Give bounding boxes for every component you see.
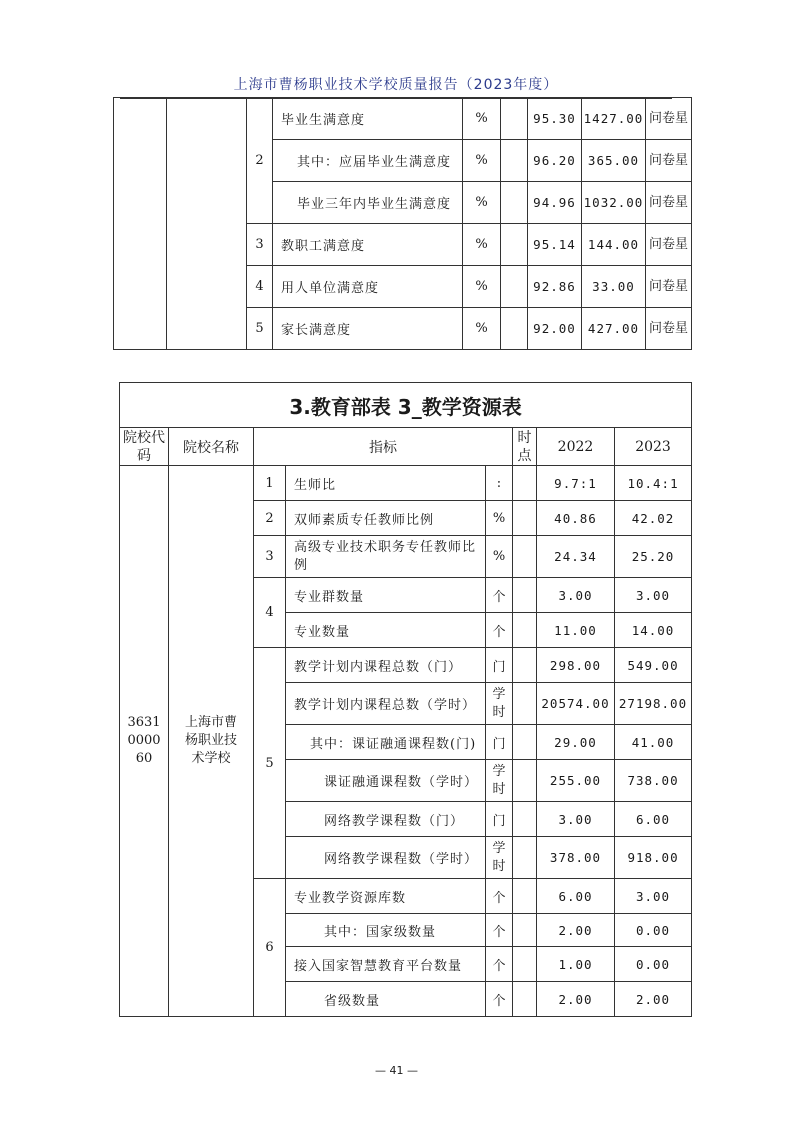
unit-cell: 个 [486, 879, 513, 914]
value-2023: 549.00 [615, 648, 692, 683]
source-cell: 问卷星 [646, 308, 692, 350]
header-row [120, 428, 692, 466]
unit-cell: : [486, 466, 513, 501]
value-2023: 14.00 [615, 613, 692, 648]
indicator-cell: 课证融通课程数（学时） [286, 760, 486, 802]
unit-cell: 个 [486, 613, 513, 648]
value-2023: 2.00 [615, 982, 692, 1017]
value-cell: 95.30 [528, 98, 582, 140]
unit-cell: 学时 [486, 760, 513, 802]
table-title: 3.教育部表 3_教学资源表 [120, 383, 692, 428]
value-2023: 918.00 [615, 837, 692, 879]
unit-cell: 学时 [486, 837, 513, 879]
count-cell: 144.00 [582, 224, 646, 266]
group-number: 4 [247, 266, 273, 308]
value-2022: 6.00 [537, 879, 615, 914]
header-time: 时点 [513, 428, 537, 466]
source-cell: 问卷星 [646, 98, 692, 140]
unit-cell: % [463, 308, 501, 350]
unit-cell: 个 [486, 914, 513, 947]
value-2023: 27198.00 [615, 683, 692, 725]
unit-cell: % [463, 140, 501, 182]
unit-cell: 个 [486, 982, 513, 1017]
unit-cell: % [486, 536, 513, 578]
header-code: 院校代码 [120, 428, 169, 466]
value-2023: 42.02 [615, 501, 692, 536]
teaching-resources-table [119, 382, 692, 1017]
unit-cell: 门 [486, 725, 513, 760]
indicator-cell: 毕业三年内毕业生满意度 [273, 182, 463, 224]
unit-cell: 个 [486, 947, 513, 982]
header-2023: 2023 [615, 428, 692, 466]
unit-cell: % [463, 224, 501, 266]
value-2022: 24.34 [537, 536, 615, 578]
table-row [114, 98, 692, 140]
indicator-cell: 网络教学课程数（学时） [286, 837, 486, 879]
group-number: 5 [247, 308, 273, 350]
indicator-cell: 教学计划内课程总数（门） [286, 648, 486, 683]
indicator-cell: 高级专业技术职务专任教师比例 [286, 536, 486, 578]
value-2022: 29.00 [537, 725, 615, 760]
source-cell: 问卷星 [646, 266, 692, 308]
source-cell: 问卷星 [646, 182, 692, 224]
value-2022: 11.00 [537, 613, 615, 648]
count-cell: 1032.00 [582, 182, 646, 224]
indicator-cell: 家长满意度 [273, 308, 463, 350]
value-cell: 96.20 [528, 140, 582, 182]
value-2023: 0.00 [615, 947, 692, 982]
school-name: 上海市曹杨职业技术学校 [169, 466, 254, 1017]
value-2022: 40.86 [537, 501, 615, 536]
unit-cell: % [463, 182, 501, 224]
value-cell: 92.00 [528, 308, 582, 350]
unit-cell: % [463, 98, 501, 140]
group-number: 5 [254, 648, 286, 879]
value-2023: 41.00 [615, 725, 692, 760]
value-2022: 9.7:1 [537, 466, 615, 501]
value-2023: 3.00 [615, 578, 692, 613]
header-2022: 2022 [537, 428, 615, 466]
source-cell: 问卷星 [646, 140, 692, 182]
group-number: 3 [254, 536, 286, 578]
indicator-cell: 专业教学资源库数 [286, 879, 486, 914]
indicator-cell: 其中：应届毕业生满意度 [273, 140, 463, 182]
group-number: 2 [247, 98, 273, 224]
indicator-cell: 用人单位满意度 [273, 266, 463, 308]
count-cell: 365.00 [582, 140, 646, 182]
unit-cell: 门 [486, 648, 513, 683]
satisfaction-table [113, 97, 692, 350]
unit-cell: 个 [486, 578, 513, 613]
value-2022: 3.00 [537, 578, 615, 613]
value-cell: 94.96 [528, 182, 582, 224]
count-cell: 427.00 [582, 308, 646, 350]
value-2023: 0.00 [615, 914, 692, 947]
indicator-cell: 教学计划内课程总数（学时） [286, 683, 486, 725]
value-2023: 25.20 [615, 536, 692, 578]
count-cell: 1427.00 [582, 98, 646, 140]
indicator-cell: 专业数量 [286, 613, 486, 648]
value-2023: 738.00 [615, 760, 692, 802]
group-number: 4 [254, 578, 286, 648]
indicator-cell: 生师比 [286, 466, 486, 501]
table-row [120, 466, 692, 501]
value-2023: 6.00 [615, 802, 692, 837]
indicator-cell: 毕业生满意度 [273, 98, 463, 140]
indicator-cell: 接入国家智慧教育平台数量 [286, 947, 486, 982]
indicator-cell: 其中：课证融通课程数(门) [286, 725, 486, 760]
value-2022: 3.00 [537, 802, 615, 837]
unit-cell: 学时 [486, 683, 513, 725]
unit-cell: % [463, 266, 501, 308]
value-cell: 92.86 [528, 266, 582, 308]
value-2022: 1.00 [537, 947, 615, 982]
page-number: — 41 — [375, 1064, 418, 1077]
header-indicator: 指标 [254, 428, 513, 466]
indicator-cell: 其中：国家级数量 [286, 914, 486, 947]
value-cell: 95.14 [528, 224, 582, 266]
value-2022: 2.00 [537, 982, 615, 1017]
value-2022: 378.00 [537, 837, 615, 879]
group-number: 6 [254, 879, 286, 1017]
value-2023: 3.00 [615, 879, 692, 914]
school-code: 3631000060 [120, 466, 169, 1017]
unit-cell: % [486, 501, 513, 536]
source-cell: 问卷星 [646, 224, 692, 266]
value-2022: 20574.00 [537, 683, 615, 725]
unit-cell: 门 [486, 802, 513, 837]
value-2022: 255.00 [537, 760, 615, 802]
group-number: 2 [254, 501, 286, 536]
count-cell: 33.00 [582, 266, 646, 308]
value-2022: 2.00 [537, 914, 615, 947]
header-name: 院校名称 [169, 428, 254, 466]
indicator-cell: 专业群数量 [286, 578, 486, 613]
group-number: 1 [254, 466, 286, 501]
indicator-cell: 省级数量 [286, 982, 486, 1017]
indicator-cell: 双师素质专任教师比例 [286, 501, 486, 536]
group-number: 3 [247, 224, 273, 266]
indicator-cell: 教职工满意度 [273, 224, 463, 266]
value-2023: 10.4:1 [615, 466, 692, 501]
indicator-cell: 网络教学课程数（门） [286, 802, 486, 837]
page-header: 上海市曹杨职业技术学校质量报告（2023年度） [120, 74, 672, 99]
value-2022: 298.00 [537, 648, 615, 683]
